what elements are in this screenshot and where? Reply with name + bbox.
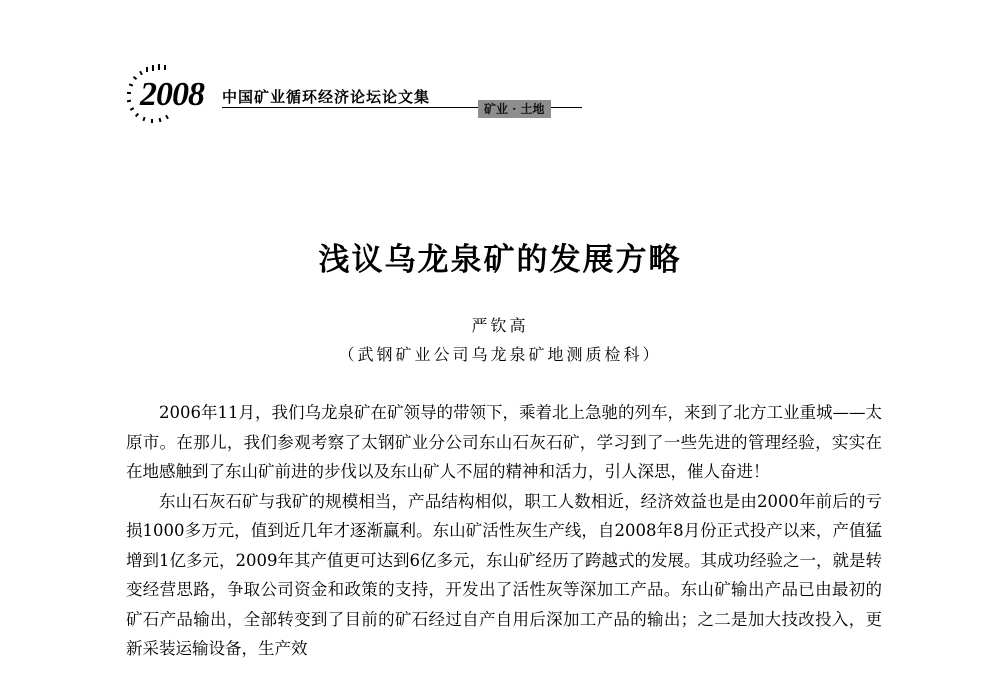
paragraph: 东山石灰石矿与我矿的规模相当，产品结构相似，职工人数相近，经济效益也是由2000年前后的亏损1000多万元，值到近几年才逐渐赢利。东山矿活性灰生产线，自2008年8月份正式投产以来，产值猛增到1亿多元，2009年其产值更可达到6亿多元，东山矿经历了跨越式的发展。其成功经验之一，就是转变经营思路，争取公司资金和政策的支持，开发出了活性灰等深加工产品。东山矿输出产品已由最初的矿石产品输出，全部转变到了目前的矿石经过自产自用后深加工产品的输出；之二是加大技改投入，更新采装运输设备，生产效 bbox=[126, 491, 882, 658]
running-header bbox=[118, 62, 578, 132]
article-body bbox=[126, 398, 882, 664]
section-tag: 矿业 · 土地 bbox=[478, 100, 551, 118]
author-name: 严钦高 bbox=[471, 316, 529, 335]
article-title: 浅议乌龙泉矿的发展方略 bbox=[318, 242, 682, 278]
series-title: 中国矿业循环经济论坛论文集 bbox=[222, 88, 431, 106]
paragraph: 2006年11月，我们乌龙泉矿在矿领导的带领下，乘着北上急驰的列车，来到了北方工业重城——太原市。在那儿，我们参观考察了太钢矿业分公司东山石灰石矿，学习到了一些先进的管理经验，实实在在地感触到了东山矿前进的步伐以及东山矿人不屈的精神和活力，引人深思，催人奋进！ bbox=[126, 403, 882, 481]
author-affiliation: （武钢矿业公司乌龙泉矿地测质检科） bbox=[338, 345, 662, 364]
header-year: 2008 bbox=[140, 76, 204, 113]
